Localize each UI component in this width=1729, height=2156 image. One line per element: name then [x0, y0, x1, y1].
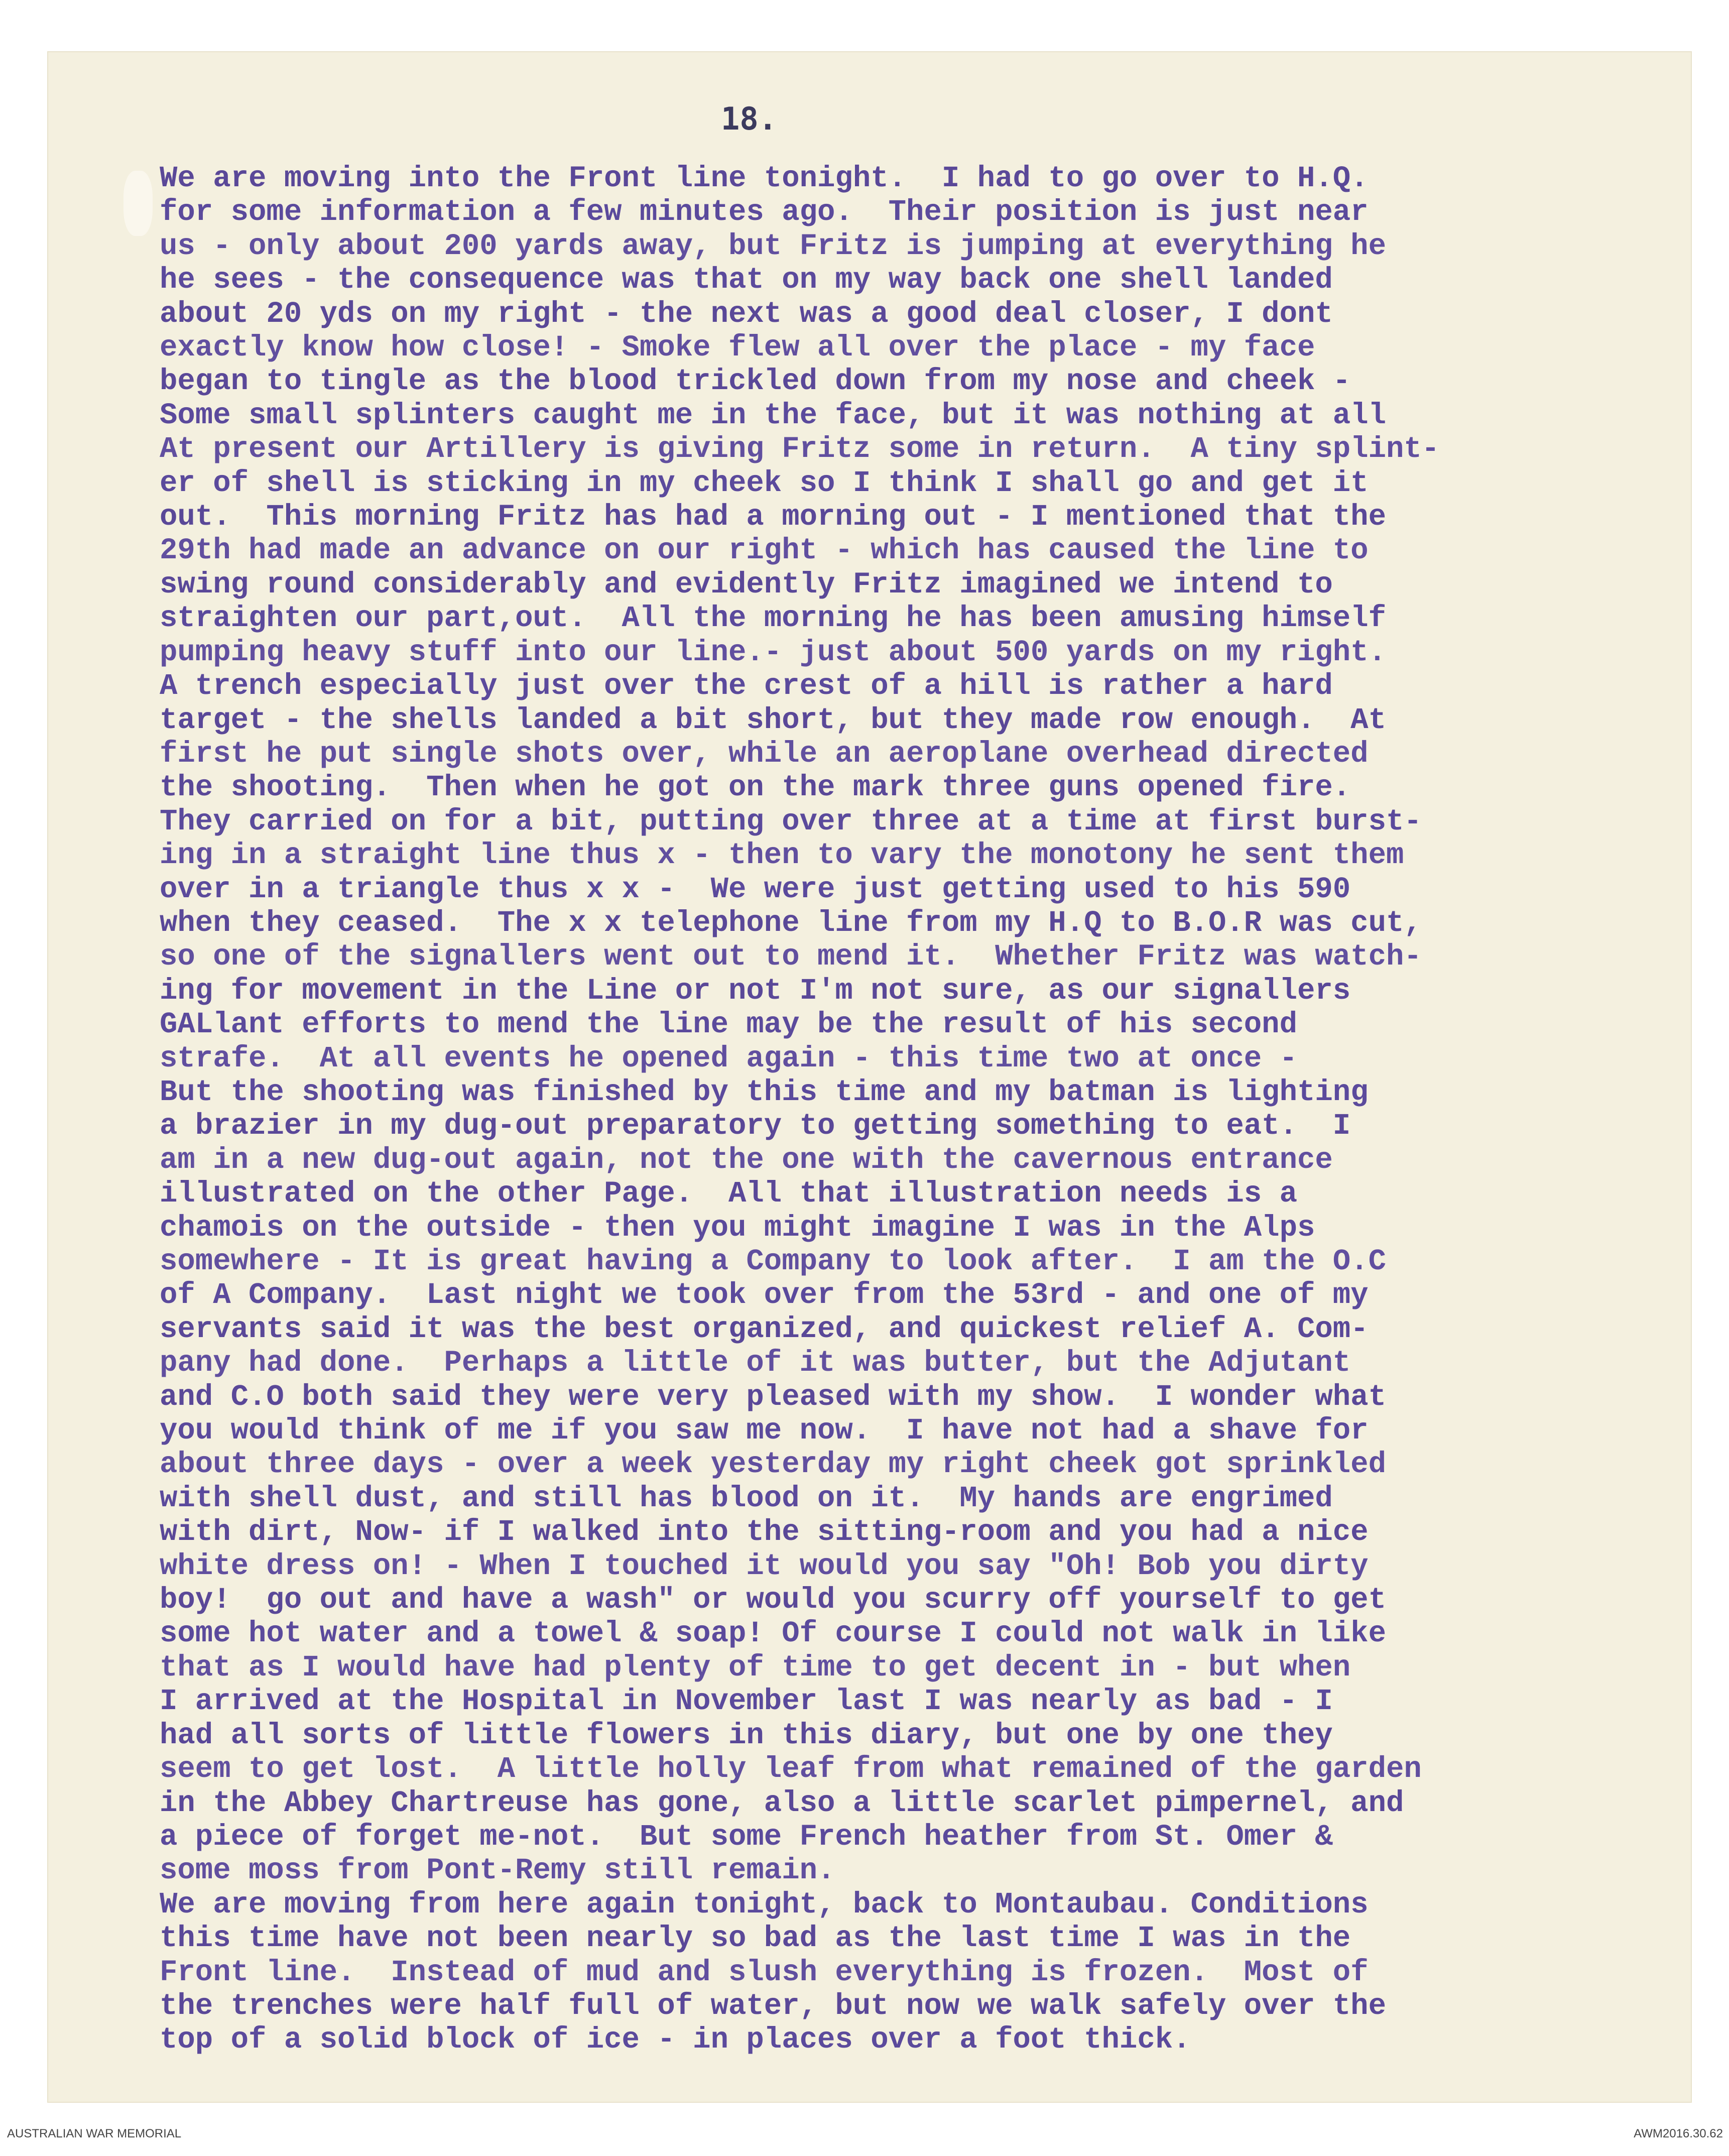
- text-line: But the shooting was finished by this time and my batman is lighting: [160, 1075, 1369, 1109]
- text-line: chamois on the outside - then you might imagine I was in the Alps: [160, 1211, 1315, 1245]
- text-line: At present our Artillery is giving Fritz some in return. A tiny splint-: [160, 432, 1440, 466]
- text-line: some hot water and a towel & soap! Of course I could not walk in like: [160, 1617, 1386, 1651]
- text-line: straighten our part,out. All the morning he has been amusing himself: [160, 602, 1386, 636]
- archive-credit: AUSTRALIAN WAR MEMORIAL: [7, 2127, 182, 2140]
- text-line: boy! go out and have a wash" or would you scurry off yourself to get: [160, 1583, 1386, 1617]
- text-line: Some small splinters caught me in the face, but it was nothing at all: [160, 398, 1386, 432]
- text-line: this time have not been nearly so bad as the last time I was in the: [160, 1922, 1351, 1956]
- text-line: white dress on! - When I touched it would you say "Oh! Bob you dirty: [160, 1549, 1369, 1583]
- typed-letter-body: [160, 162, 1661, 2057]
- text-line: Front line. Instead of mud and slush everything is frozen. Most of: [160, 1955, 1369, 1989]
- text-line: when they ceased. The x x telephone line from my H.Q to B.O.R was cut,: [160, 906, 1422, 940]
- text-line: so one of the signallers went out to mend it. Whether Fritz was watch-: [160, 940, 1422, 974]
- text-line: top of a solid block of ice - in places over a foot thick.: [160, 2023, 1191, 2057]
- text-line: with shell dust, and still has blood on it. My hands are engrimed: [160, 1481, 1333, 1515]
- text-line: for some information a few minutes ago. Their position is just near: [160, 195, 1369, 229]
- text-line: er of shell is sticking in my cheek so I think I shall go and get it: [160, 466, 1369, 500]
- text-line: about three days - over a week yesterday my right cheek got sprinkled: [160, 1448, 1386, 1482]
- text-line: first he put single shots over, while an aeroplane overhead directed: [160, 737, 1369, 771]
- text-line: They carried on for a bit, putting over three at a time at first burst-: [160, 804, 1422, 839]
- text-line: a brazier in my dug-out preparatory to getting something to eat. I: [160, 1109, 1351, 1143]
- text-line: swing round considerably and evidently Fritz imagined we intend to: [160, 567, 1333, 602]
- text-line: I arrived at the Hospital in November last I was nearly as bad - I: [160, 1685, 1333, 1719]
- text-line: about 20 yds on my right - the next was a good deal closer, I dont: [160, 297, 1333, 331]
- text-line: strafe. At all events he opened again - this time two at once -: [160, 1041, 1297, 1075]
- text-line: exactly know how close! - Smoke flew all over the place - my face: [160, 331, 1315, 365]
- text-line: of A Company. Last night we took over from the 53rd - and one of my: [160, 1278, 1369, 1312]
- text-line: out. This morning Fritz has had a morning out - I mentioned that the: [160, 500, 1386, 534]
- text-line: A trench especially just over the crest of a hill is rather a hard: [160, 669, 1333, 703]
- text-line: seem to get lost. A little holly leaf from what remained of the garden: [160, 1752, 1422, 1786]
- paper-tear-mark: [124, 171, 153, 236]
- text-line: illustrated on the other Page. All that illustration needs is a: [160, 1177, 1297, 1211]
- text-line: that as I would have had plenty of time to get decent in - but when: [160, 1650, 1351, 1685]
- text-line: We are moving from here again tonight, back to Montaubau. Conditions: [160, 1887, 1369, 1922]
- text-line: and C.O both said they were very pleased with my show. I wonder what: [160, 1380, 1386, 1414]
- text-line: am in a new dug-out again, not the one with the cavernous entrance: [160, 1143, 1333, 1177]
- text-line: target - the shells landed a bit short, but they made row enough. At: [160, 703, 1386, 737]
- text-line: 29th had made an advance on our right - which has caused the line to: [160, 534, 1369, 568]
- text-line: in the Abbey Chartreuse has gone, also a little scarlet pimpernel, and: [160, 1786, 1404, 1820]
- text-line: We are moving into the Front line tonight. I had to go over to H.Q.: [160, 162, 1369, 195]
- archive-reference: AWM2016.30.62: [1634, 2127, 1723, 2140]
- text-line: pany had done. Perhaps a little of it was butter, but the Adjutant: [160, 1346, 1351, 1380]
- text-line: he sees - the consequence was that on my way back one shell landed: [160, 263, 1333, 297]
- text-line: the trenches were half full of water, but now we walk safely over the: [160, 1989, 1386, 2023]
- page-number: 18.: [721, 100, 777, 137]
- text-line: some moss from Pont-Remy still remain.: [160, 1854, 835, 1888]
- text-line: a piece of forget me-not. But some French heather from St. Omer &: [160, 1820, 1333, 1854]
- document-page: [48, 52, 1691, 2102]
- text-line: over in a triangle thus x x - We were just getting used to his 590: [160, 872, 1351, 906]
- text-line: the shooting. Then when he got on the mark three guns opened fire.: [160, 771, 1351, 805]
- text-line: pumping heavy stuff into our line.- just about 500 yards on my right.: [160, 635, 1386, 669]
- text-line: began to tingle as the blood trickled down from my nose and cheek -: [160, 365, 1351, 399]
- text-line: with dirt, Now- if I walked into the sitting-room and you had a nice: [160, 1515, 1369, 1549]
- text-line: somewhere - It is great having a Company to look after. I am the O.C: [160, 1245, 1386, 1278]
- text-line: GALlant efforts to mend the line may be the result of his second: [160, 1008, 1297, 1042]
- text-line: had all sorts of little flowers in this diary, but one by one they: [160, 1718, 1333, 1752]
- text-line: ing in a straight line thus x - then to vary the monotony he sent them: [160, 839, 1404, 873]
- text-line: us - only about 200 yards away, but Fritz is jumping at everything he: [160, 229, 1386, 263]
- text-line: ing for movement in the Line or not I'm not sure, as our signallers: [160, 974, 1351, 1008]
- text-line: servants said it was the best organized, and quickest relief A. Com-: [160, 1312, 1369, 1346]
- text-line: you would think of me if you saw me now. I have not had a shave for: [160, 1414, 1369, 1448]
